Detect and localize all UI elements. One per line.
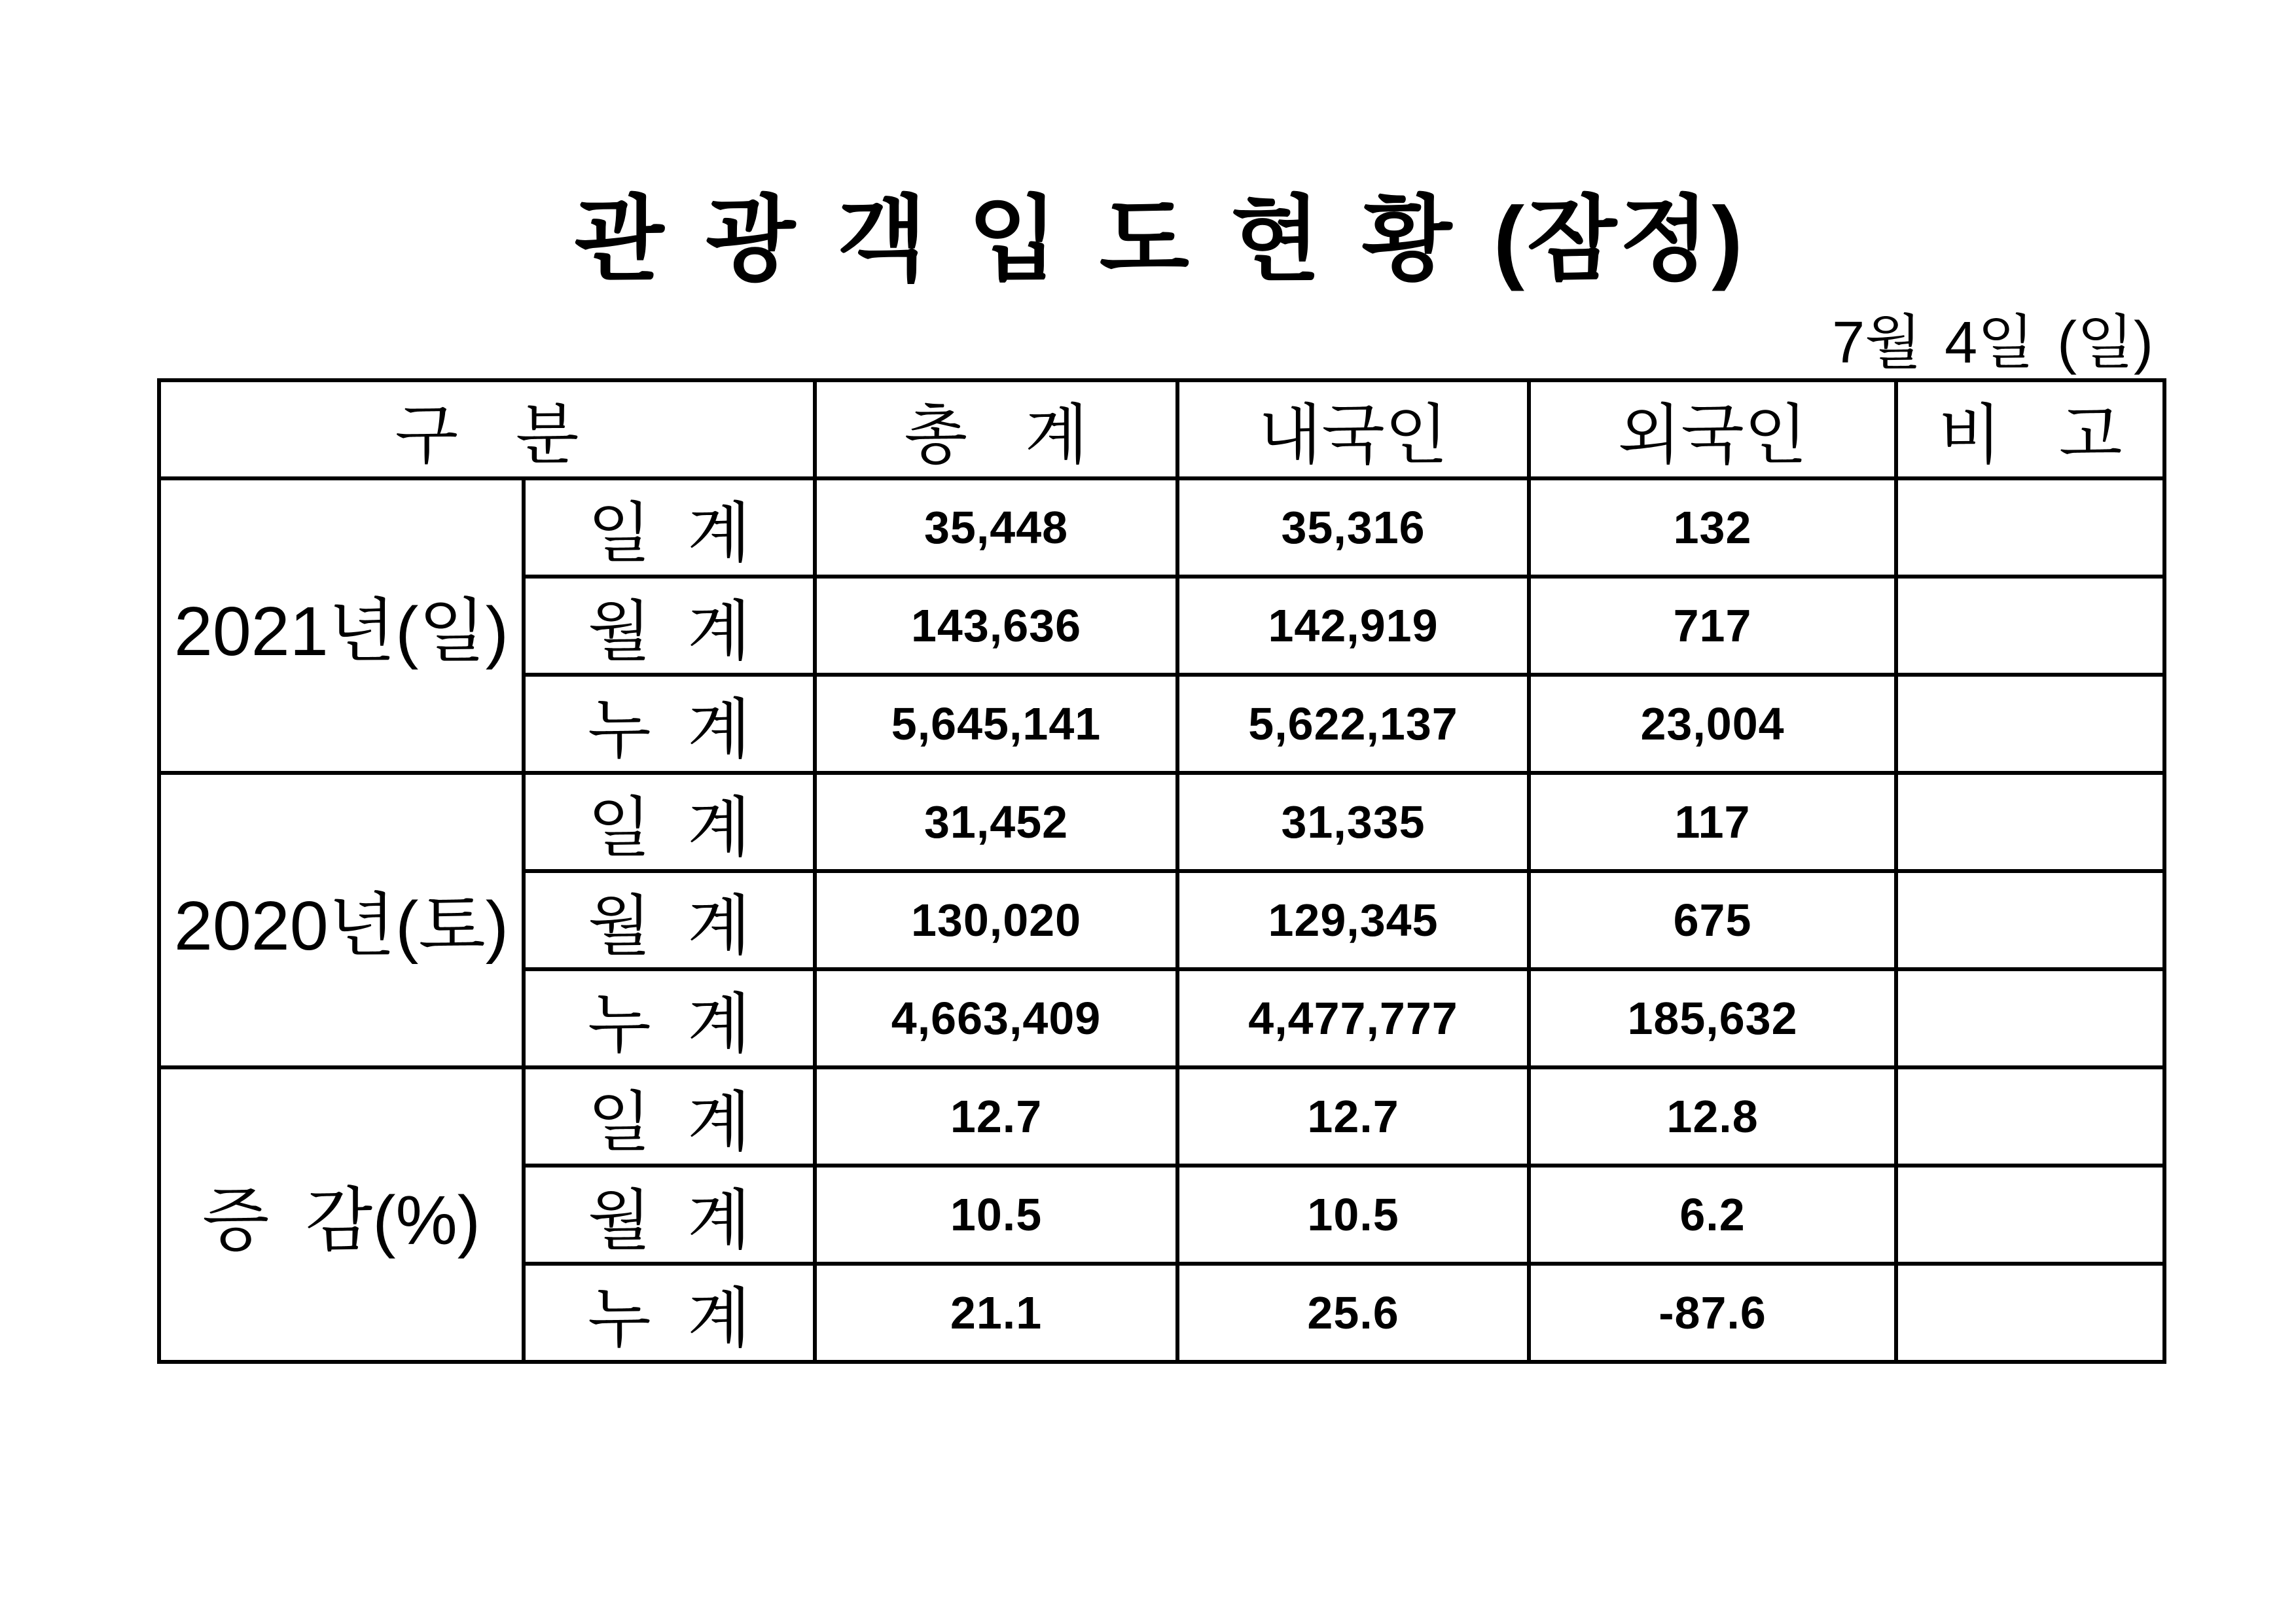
row-type-label: 누 계 bbox=[524, 675, 815, 773]
value-foreign: 717 bbox=[1529, 577, 1896, 675]
value-total: 31,452 bbox=[815, 773, 1177, 871]
value-domestic: 35,316 bbox=[1177, 478, 1529, 577]
note-cell bbox=[1896, 773, 2164, 871]
group-label-2021: 2021년(일) bbox=[159, 478, 524, 773]
value-total: 12.7 bbox=[815, 1067, 1177, 1166]
header-domestic: 내국인 bbox=[1177, 380, 1529, 478]
value-domestic: 25.6 bbox=[1177, 1264, 1529, 1362]
table-row bbox=[159, 478, 2164, 577]
table-row bbox=[159, 1067, 2164, 1166]
value-foreign: 117 bbox=[1529, 773, 1896, 871]
value-foreign: 12.8 bbox=[1529, 1067, 1896, 1166]
arrival-status-table bbox=[157, 378, 2166, 1364]
table-row bbox=[159, 773, 2164, 871]
value-total: 143,636 bbox=[815, 577, 1177, 675]
value-foreign: 675 bbox=[1529, 871, 1896, 969]
value-domestic: 129,345 bbox=[1177, 871, 1529, 969]
row-type-label: 누 계 bbox=[524, 969, 815, 1067]
date-label: 7월 4일 (일) bbox=[1832, 310, 2153, 376]
value-total: 4,663,409 bbox=[815, 969, 1177, 1067]
note-cell bbox=[1896, 478, 2164, 577]
value-domestic: 4,477,777 bbox=[1177, 969, 1529, 1067]
note-cell bbox=[1896, 1166, 2164, 1264]
value-domestic: 10.5 bbox=[1177, 1166, 1529, 1264]
value-foreign: -87.6 bbox=[1529, 1264, 1896, 1362]
value-foreign: 132 bbox=[1529, 478, 1896, 577]
row-type-label: 일 계 bbox=[524, 773, 815, 871]
value-foreign: 23,004 bbox=[1529, 675, 1896, 773]
header-total: 총 계 bbox=[815, 380, 1177, 478]
row-type-label: 누 계 bbox=[524, 1264, 815, 1362]
value-foreign: 6.2 bbox=[1529, 1166, 1896, 1264]
value-total: 5,645,141 bbox=[815, 675, 1177, 773]
document-title: 관 광 객 입 도 현 황 (잠정) bbox=[574, 188, 1746, 292]
note-cell bbox=[1896, 1264, 2164, 1362]
header-foreign: 외국인 bbox=[1529, 380, 1896, 478]
value-total: 35,448 bbox=[815, 478, 1177, 577]
table-header-row bbox=[159, 380, 2164, 478]
row-type-label: 월 계 bbox=[524, 1166, 815, 1264]
value-total: 130,020 bbox=[815, 871, 1177, 969]
header-note: 비 고 bbox=[1896, 380, 2164, 478]
note-cell bbox=[1896, 675, 2164, 773]
group-label-2020: 2020년(토) bbox=[159, 773, 524, 1067]
row-type-label: 일 계 bbox=[524, 1067, 815, 1166]
value-domestic: 5,622,137 bbox=[1177, 675, 1529, 773]
group-label-change: 증 감(%) bbox=[159, 1067, 524, 1362]
header-category: 구 분 bbox=[159, 380, 815, 478]
row-type-label: 일 계 bbox=[524, 478, 815, 577]
value-foreign: 185,632 bbox=[1529, 969, 1896, 1067]
value-domestic: 31,335 bbox=[1177, 773, 1529, 871]
row-type-label: 월 계 bbox=[524, 577, 815, 675]
value-domestic: 142,919 bbox=[1177, 577, 1529, 675]
note-cell bbox=[1896, 969, 2164, 1067]
row-type-label: 월 계 bbox=[524, 871, 815, 969]
value-domestic: 12.7 bbox=[1177, 1067, 1529, 1166]
value-total: 21.1 bbox=[815, 1264, 1177, 1362]
note-cell bbox=[1896, 577, 2164, 675]
note-cell bbox=[1896, 1067, 2164, 1166]
value-total: 10.5 bbox=[815, 1166, 1177, 1264]
note-cell bbox=[1896, 871, 2164, 969]
